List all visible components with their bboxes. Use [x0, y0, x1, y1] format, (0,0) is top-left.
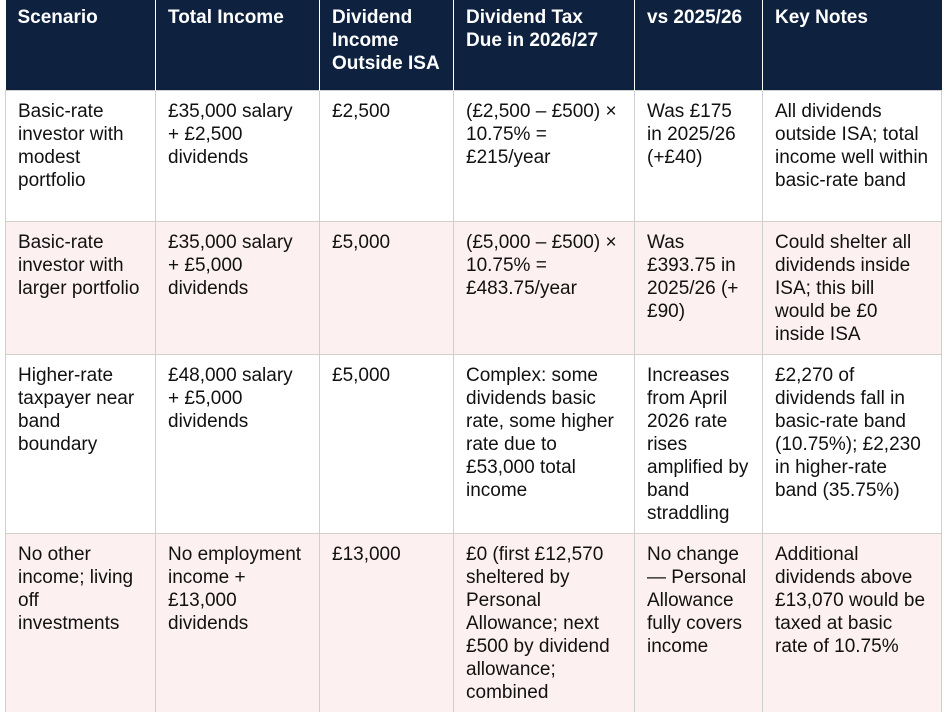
cell-tax-due: Complex: some dividends basic rate, some higher rate due to £53,000 total income: [454, 354, 635, 533]
cell-dividend-outside-isa: £5,000: [320, 354, 454, 533]
cell-dividend-outside-isa: £2,500: [320, 90, 454, 221]
cell-total-income: £35,000 salary + £5,000 dividends: [156, 221, 320, 354]
cell-key-notes: Additional dividends above £13,070 would be taxed at basic rate of 10.75%: [763, 533, 942, 712]
header-key-notes: Key Notes: [763, 0, 942, 90]
cell-dividend-outside-isa: £13,000: [320, 533, 454, 712]
header-total-income: Total Income: [156, 0, 320, 90]
table-row: [6, 221, 942, 354]
header-vs-prev-year: vs 2025/26: [635, 0, 763, 90]
header-scenario: Scenario: [6, 0, 156, 90]
cell-scenario: Basic-rate investor with modest portfolio: [6, 90, 156, 221]
cell-total-income: No employment income + £13,000 dividends: [156, 533, 320, 712]
cell-scenario: Basic-rate investor with larger portfolio: [6, 221, 156, 354]
cell-vs-prev-year: Increases from April 2026 rate rises amplified by band straddling: [635, 354, 763, 533]
cell-tax-due: £0 (first £12,570 sheltered by Personal Allowance; next £500 by dividend allowance; combined: [454, 533, 635, 712]
cell-vs-prev-year: Was £175 in 2025/26 (+£40): [635, 90, 763, 221]
table-row: [6, 354, 942, 533]
cell-key-notes: All dividends outside ISA; total income well within basic-rate band: [763, 90, 942, 221]
cell-vs-prev-year: No change — Personal Allowance fully covers income: [635, 533, 763, 712]
cell-vs-prev-year: Was £393.75 in 2025/26 (+£90): [635, 221, 763, 354]
cell-total-income: £35,000 salary + £2,500 dividends: [156, 90, 320, 221]
cell-tax-due: (£5,000 – £500) × 10.75% = £483.75/year: [454, 221, 635, 354]
cell-tax-due: (£2,500 – £500) × 10.75% = £215/year: [454, 90, 635, 221]
cell-dividend-outside-isa: £5,000: [320, 221, 454, 354]
table-row: [6, 533, 942, 712]
header-row: [6, 0, 942, 90]
cell-scenario: No other income; living off investments: [6, 533, 156, 712]
dividend-tax-scenarios-table: [5, 0, 942, 712]
table-header: [6, 0, 942, 90]
table-body: [6, 90, 942, 712]
header-tax-due: Dividend Tax Due in 2026/27: [454, 0, 635, 90]
cell-total-income: £48,000 salary + £5,000 dividends: [156, 354, 320, 533]
cell-key-notes: £2,270 of dividends fall in basic-rate band (10.75%); £2,230 in higher-rate band (35.75%): [763, 354, 942, 533]
cell-key-notes: Could shelter all dividends inside ISA; this bill would be £0 inside ISA: [763, 221, 942, 354]
table-row: [6, 90, 942, 221]
cell-scenario: Higher-rate taxpayer near band boundary: [6, 354, 156, 533]
header-dividend-outside-isa: Dividend Income Outside ISA: [320, 0, 454, 90]
